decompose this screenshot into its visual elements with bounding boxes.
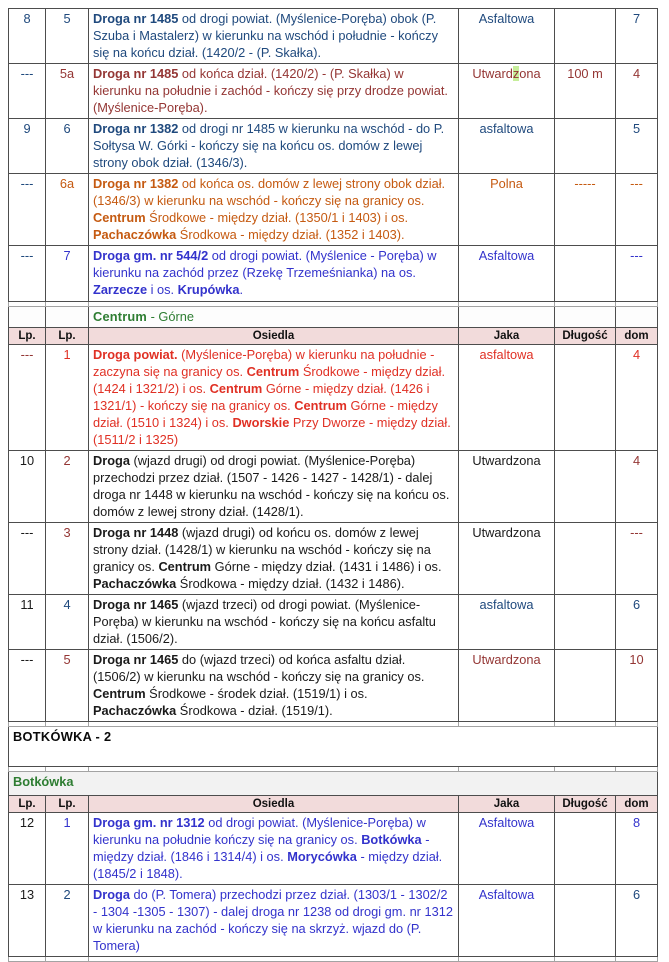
cell-jaka bbox=[459, 650, 555, 722]
roads-table bbox=[8, 8, 658, 962]
column-header-row bbox=[9, 328, 658, 345]
road-desc-text: od drogi powiat. (Myślenice - Poręba) w kierunku na zachód przez (Rzekę Trzemeśnianka) na os. bbox=[93, 248, 437, 280]
cell-jaka bbox=[459, 523, 555, 595]
cell-lp-sub: 1 bbox=[46, 813, 89, 885]
road-desc-text: z bbox=[512, 66, 520, 81]
road-desc-text: Środkowa - między dział. (1432 i 1486). bbox=[176, 576, 405, 591]
cell-lp-main: --- bbox=[9, 650, 46, 722]
road-name-bold: Droga nr 1465 bbox=[93, 652, 179, 667]
col-header-lp-main: Lp. bbox=[9, 328, 46, 345]
col-header-dlugosc: Długość bbox=[555, 328, 616, 345]
section-title-text: Centrum bbox=[93, 309, 148, 324]
col-header-osiedla: Osiedla bbox=[89, 796, 459, 813]
cell-osiedla bbox=[89, 813, 459, 885]
table-row bbox=[9, 9, 658, 64]
road-name-bold: Pachaczówka bbox=[93, 576, 177, 591]
road-name-bold: Morycówka bbox=[287, 849, 357, 864]
cell-dlugosc bbox=[555, 9, 616, 64]
road-desc-text: asfaltowa bbox=[479, 121, 534, 136]
road-desc-text: Utwardzona bbox=[472, 652, 541, 667]
cell-dom: 10 bbox=[616, 650, 658, 722]
cell-osiedla bbox=[89, 119, 459, 174]
cell-lp-sub: 5 bbox=[46, 9, 89, 64]
road-desc-text: od drogi powiat. (Myślenice-Poręba) w kierunku na południe kończy się na granicy os. bbox=[93, 815, 426, 847]
cell-osiedla bbox=[89, 451, 459, 523]
cell-jaka bbox=[459, 174, 555, 246]
road-desc-text: - między dział. (1845/2 i 1848). bbox=[93, 849, 443, 881]
cell-lp-main: --- bbox=[9, 523, 46, 595]
section-header-row bbox=[9, 307, 658, 328]
cell-lp-main: 8 bbox=[9, 9, 46, 64]
col-header-lp-sub: Lp. bbox=[46, 328, 89, 345]
road-desc-text: Utwardzona bbox=[472, 525, 541, 540]
road-desc-text: Utwardzona bbox=[472, 453, 541, 468]
cell-dom: 4 bbox=[616, 451, 658, 523]
col-header-jaka: Jaka bbox=[459, 796, 555, 813]
table-row bbox=[9, 64, 658, 119]
road-desc-text: Utward bbox=[472, 66, 513, 81]
divider-cell bbox=[616, 957, 658, 962]
empty-cell bbox=[46, 307, 89, 328]
road-desc-text: - między dział. (1846 i 1314/4) i os. bbox=[93, 832, 430, 864]
road-name-bold: Pachaczówka bbox=[93, 227, 177, 242]
road-name-bold: Zarzecze bbox=[93, 282, 148, 297]
cell-jaka bbox=[459, 119, 555, 174]
road-desc-text: Środkowa - dział. (1519/1). bbox=[176, 703, 333, 718]
road-name-bold: Droga nr 1448 bbox=[93, 525, 179, 540]
road-name-bold: Pachaczówka bbox=[93, 703, 177, 718]
cell-lp-sub: 6a bbox=[46, 174, 89, 246]
cell-lp-sub: 5a bbox=[46, 64, 89, 119]
cell-jaka bbox=[459, 345, 555, 451]
cell-dom: --- bbox=[616, 174, 658, 246]
empty-cell bbox=[555, 307, 616, 328]
divider-cell bbox=[89, 957, 459, 962]
cell-dlugosc: 100 m bbox=[555, 64, 616, 119]
cell-dlugosc: ----- bbox=[555, 174, 616, 246]
col-header-dlugosc: Długość bbox=[555, 796, 616, 813]
road-desc-text: Przy Dworze - między dział. (1511/2 i 1325) bbox=[93, 415, 451, 447]
section-title-text: - Górne bbox=[147, 309, 194, 324]
column-header-row bbox=[9, 796, 658, 813]
road-name-bold: Droga bbox=[93, 887, 130, 902]
cell-lp-main: --- bbox=[9, 64, 46, 119]
road-name-bold: Dworskie bbox=[232, 415, 290, 430]
table-row bbox=[9, 345, 658, 451]
table-row bbox=[9, 885, 658, 957]
cell-dlugosc bbox=[555, 650, 616, 722]
road-name-bold: Droga nr 1382 bbox=[93, 176, 179, 191]
cell-osiedla bbox=[89, 246, 459, 302]
cell-lp-main: --- bbox=[9, 246, 46, 302]
cell-jaka bbox=[459, 246, 555, 302]
cell-dom: --- bbox=[616, 523, 658, 595]
cell-jaka bbox=[459, 813, 555, 885]
empty-cell bbox=[9, 307, 46, 328]
divider-cell bbox=[459, 957, 555, 962]
cell-jaka bbox=[459, 595, 555, 650]
cell-lp-main: 11 bbox=[9, 595, 46, 650]
cell-jaka bbox=[459, 64, 555, 119]
road-desc-text: . bbox=[239, 282, 244, 297]
section-divider bbox=[9, 957, 658, 962]
road-name-bold: Droga bbox=[93, 453, 130, 468]
table-row bbox=[9, 813, 658, 885]
road-desc-text: Asfaltowa bbox=[478, 815, 535, 830]
cell-lp-sub: 1 bbox=[46, 345, 89, 451]
cell-dlugosc bbox=[555, 451, 616, 523]
road-desc-text: (Myślenice-Poręba) w kierunku na południe - zaczyna się na granicy os. bbox=[93, 347, 435, 379]
cell-lp-sub: 7 bbox=[46, 246, 89, 302]
cell-dlugosc bbox=[555, 523, 616, 595]
road-desc-text: Polna bbox=[490, 176, 523, 191]
road-desc-text: Górne - między dział. (1426 i 1321/1) - kończy się na granicy os. bbox=[93, 381, 430, 413]
cell-lp-main: 9 bbox=[9, 119, 46, 174]
cell-dom: 8 bbox=[616, 813, 658, 885]
cell-osiedla bbox=[89, 64, 459, 119]
cell-dlugosc bbox=[555, 246, 616, 302]
road-name-bold: Droga nr 1382 bbox=[93, 121, 179, 136]
road-desc-text: (wjazd drugi) od drogi powiat. (Myślenice-Poręba) przechodzi przez dział. (1507 - 1426 - 1427 - 1428/1) - dalej droga nr 1448 w kierunku na wschód - kończy się na końcu os. domów z lewej strony dział. (1428/1). bbox=[93, 453, 450, 519]
cell-lp-sub: 2 bbox=[46, 451, 89, 523]
table-row bbox=[9, 451, 658, 523]
road-name-bold: Centrum bbox=[294, 398, 347, 413]
cell-lp-sub: 6 bbox=[46, 119, 89, 174]
cell-osiedla bbox=[89, 595, 459, 650]
road-desc-text: od drogi powiat. (Myślenice-Poręba) obok (P. Szuba i Mastalerz) w kierunku na wschód i południe - kończy się na końcu dział. (1420/2 - (P. Skałka). bbox=[93, 11, 438, 60]
section-header-row bbox=[9, 772, 658, 796]
cell-dlugosc bbox=[555, 813, 616, 885]
section-title-cell bbox=[89, 307, 459, 328]
road-name-bold: Krupówka bbox=[177, 282, 240, 297]
cell-dlugosc bbox=[555, 595, 616, 650]
road-name-bold: Centrum bbox=[246, 364, 300, 379]
road-desc-text: do (P. Tomera) przechodzi przez dział. (1303/1 - 1302/2 - 1304 -1305 - 1307) - dalej droga nr 1238 od drogi gm. nr 1312 w kierunku na zachód - kończy się na skrzyż. wjazd do (P. Tomera) bbox=[93, 887, 453, 953]
cell-jaka bbox=[459, 9, 555, 64]
col-header-lp-sub: Lp. bbox=[46, 796, 89, 813]
cell-osiedla bbox=[89, 523, 459, 595]
divider-cell bbox=[555, 957, 616, 962]
empty-cell bbox=[459, 307, 555, 328]
road-name-bold: Droga nr 1485 bbox=[93, 11, 179, 26]
cell-lp-sub: 4 bbox=[46, 595, 89, 650]
cell-dom: 6 bbox=[616, 595, 658, 650]
divider-cell bbox=[46, 957, 89, 962]
table-row bbox=[9, 119, 658, 174]
table-row bbox=[9, 174, 658, 246]
empty-cell bbox=[616, 307, 658, 328]
road-desc-text: do (wjazd trzeci) od końca asfaltu dział. (1506/2) w kierunku na wschód - kończy się na granicy os. bbox=[93, 652, 425, 684]
col-header-dom: dom bbox=[616, 328, 658, 345]
table-row bbox=[9, 650, 658, 722]
cell-lp-sub: 2 bbox=[46, 885, 89, 957]
cell-lp-sub: 3 bbox=[46, 523, 89, 595]
col-header-osiedla: Osiedla bbox=[89, 328, 459, 345]
cell-osiedla bbox=[89, 345, 459, 451]
road-desc-text: Środkowe - środek dział. (1519/1) i os. bbox=[145, 686, 368, 701]
cell-dlugosc bbox=[555, 885, 616, 957]
page-title-row bbox=[9, 727, 658, 767]
table-row bbox=[9, 595, 658, 650]
cell-dlugosc bbox=[555, 119, 616, 174]
cell-lp-main: --- bbox=[9, 345, 46, 451]
road-name-bold: Droga gm. nr 544/2 bbox=[93, 248, 209, 263]
cell-lp-main: --- bbox=[9, 174, 46, 246]
road-name-bold: Botkówka bbox=[361, 832, 422, 847]
cell-dom: 4 bbox=[616, 64, 658, 119]
road-desc-text: Górne - między dział. (1510 i 1324) i os. bbox=[93, 398, 438, 430]
col-header-lp-main: Lp. bbox=[9, 796, 46, 813]
cell-osiedla bbox=[89, 885, 459, 957]
table-row bbox=[9, 246, 658, 302]
cell-dom: 5 bbox=[616, 119, 658, 174]
cell-lp-main: 13 bbox=[9, 885, 46, 957]
road-desc-text: (wjazd drugi) od końcu os. domów z lewej strony dział. (1428/1) w kierunku na wschód - kończy się na granicy os. bbox=[93, 525, 431, 574]
cell-dlugosc bbox=[555, 345, 616, 451]
road-desc-text: od końca os. domów z lewej strony obok dział. (1346/3) w kierunku na wschód - kończy się na granicy os. bbox=[93, 176, 446, 208]
road-desc-text: ona bbox=[519, 66, 541, 81]
cell-dom: 6 bbox=[616, 885, 658, 957]
cell-dom: 4 bbox=[616, 345, 658, 451]
road-desc-text: Środkowe - między dział. (1350/1 i 1403) i os. bbox=[145, 210, 409, 225]
divider-cell bbox=[9, 957, 46, 962]
table-row bbox=[9, 523, 658, 595]
road-desc-text: asfaltowa bbox=[479, 597, 534, 612]
cell-osiedla bbox=[89, 650, 459, 722]
road-name-bold: Droga gm. nr 1312 bbox=[93, 815, 205, 830]
cell-dom: --- bbox=[616, 246, 658, 302]
page-title: BOTKÓWKA - 2 bbox=[9, 727, 658, 767]
section-title-cell bbox=[9, 772, 658, 796]
road-desc-text: od drogi nr 1485 w kierunku na wschód - do P. Sołtysa W. Górki - kończy się na końcu os. domów z lewej strony obok dział. (1346/3). bbox=[93, 121, 445, 170]
cell-lp-sub: 5 bbox=[46, 650, 89, 722]
cell-osiedla bbox=[89, 9, 459, 64]
col-header-jaka: Jaka bbox=[459, 328, 555, 345]
road-desc-text: Środkowe - między dział. (1424 i 1321/2) i os. bbox=[93, 364, 446, 396]
cell-lp-main: 10 bbox=[9, 451, 46, 523]
section-title-text: Botkówka bbox=[13, 774, 74, 789]
cell-lp-main: 12 bbox=[9, 813, 46, 885]
road-desc-text: od końca dział. (1420/2) - (P. Skałka) w kierunku na południe i zachód - kończy się przy drodze powiat. (Myślenice-Poręba). bbox=[93, 66, 448, 115]
road-desc-text: Górne - między dział. (1431 i 1486) i os. bbox=[211, 559, 442, 574]
road-name-bold: Centrum bbox=[93, 686, 146, 701]
cell-osiedla bbox=[89, 174, 459, 246]
road-desc-text: Asfaltowa bbox=[478, 11, 535, 26]
road-desc-text: (wjazd trzeci) od drogi powiat. (Myślenice-Poręba) w kierunku na wschód - kończy się na końcu asfaltu dział. (1506/2). bbox=[93, 597, 436, 646]
road-name-bold: Droga nr 1485 bbox=[93, 66, 179, 81]
road-name-bold: Centrum bbox=[93, 210, 146, 225]
road-name-bold: Centrum bbox=[158, 559, 212, 574]
road-desc-text: Środkowa - między dział. (1352 i 1403). bbox=[176, 227, 405, 242]
cell-dom: 7 bbox=[616, 9, 658, 64]
road-desc-text: Asfaltowa bbox=[478, 248, 535, 263]
cell-jaka bbox=[459, 885, 555, 957]
road-desc-text: Asfaltowa bbox=[478, 887, 535, 902]
cell-jaka bbox=[459, 451, 555, 523]
road-name-bold: Centrum bbox=[209, 381, 263, 396]
col-header-dom: dom bbox=[616, 796, 658, 813]
road-desc-text: asfaltowa bbox=[479, 347, 534, 362]
road-name-bold: Droga powiat. bbox=[93, 347, 178, 362]
road-desc-text: i os. bbox=[147, 282, 178, 297]
road-name-bold: Droga nr 1465 bbox=[93, 597, 179, 612]
